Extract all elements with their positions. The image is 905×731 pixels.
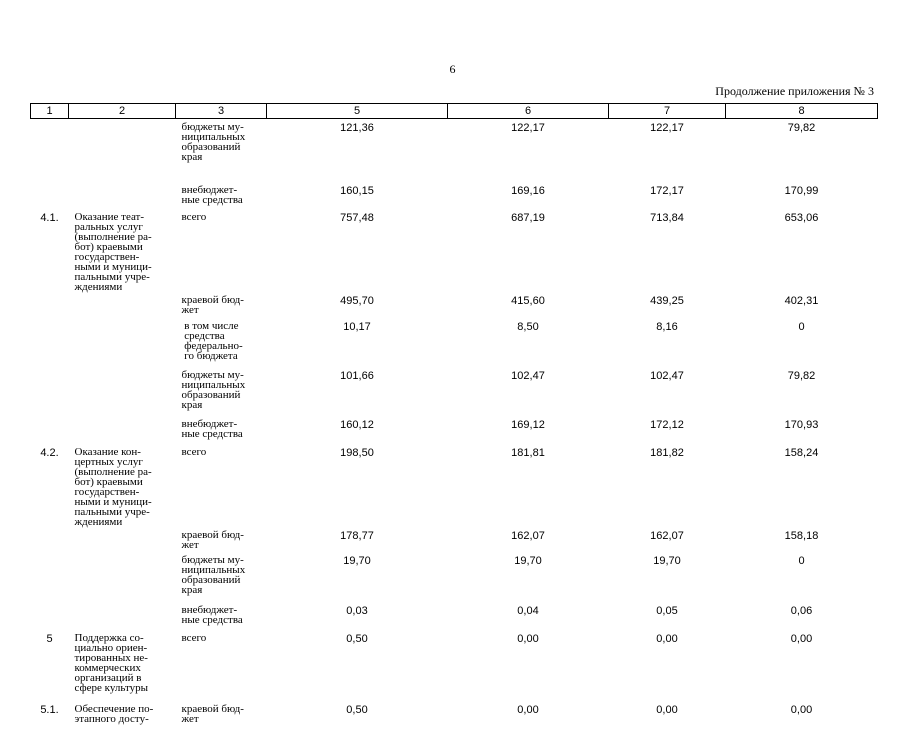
row-name-line: Оказание кон-	[74, 445, 141, 458]
row-funding-type	[176, 602, 267, 630]
row-index: 4.2.	[40, 446, 59, 459]
row-value-v8: 0,06	[790, 604, 813, 617]
row-index	[31, 367, 69, 416]
row-funding-type-line: бюджеты му-	[181, 553, 244, 566]
row-name-line: (выполнение ра-	[74, 230, 152, 243]
row-funding-type-line: ные средства	[181, 613, 243, 626]
row-value-v6: 8,50	[517, 320, 539, 333]
row-value-v7: 0,00	[656, 632, 678, 645]
row-value-v7: 439,25	[650, 294, 684, 307]
row-name-line: Обеспечение по-	[74, 702, 154, 715]
row-name	[69, 367, 176, 416]
table-row	[31, 701, 878, 731]
row-name-line: сфере культуры	[74, 681, 149, 694]
row-funding-type-line: бюджеты му-	[181, 368, 244, 381]
row-value-v6: 162,07	[511, 529, 545, 542]
table-row	[31, 292, 878, 318]
row-funding-type	[176, 119, 267, 182]
row-name	[69, 182, 176, 209]
row-value-v5: 10,17	[343, 320, 371, 333]
row-value-v6: 169,16	[511, 184, 545, 197]
row-funding-type-line: жет	[181, 712, 199, 725]
row-funding-type	[176, 367, 267, 416]
row-name-line: пальными учре-	[74, 505, 150, 518]
row-value-v8: 170,93	[784, 418, 819, 431]
row-value-v6: 0,00	[517, 632, 539, 645]
row-value-v5: 495,70	[340, 294, 374, 307]
row-funding-type-line: внебюджет-	[181, 603, 238, 616]
row-funding-type-line: всего	[181, 445, 207, 458]
row-index	[31, 527, 69, 552]
table-row	[31, 527, 878, 552]
row-value-v6: 19,70	[514, 554, 542, 567]
table-row	[31, 318, 878, 367]
row-name-line: организаций в	[74, 671, 142, 684]
row-value-v5: 101,66	[340, 369, 374, 382]
header-col-2: 2	[69, 104, 176, 119]
row-name-line: (выполнение ра-	[74, 465, 152, 478]
row-funding-type-line: всего	[181, 631, 207, 644]
row-value-v6: 169,12	[511, 418, 545, 431]
row-funding-type-line: краевой бюд-	[181, 293, 244, 306]
row-name-line: цертных услуг	[74, 455, 143, 468]
row-value-v5: 121,36	[340, 122, 374, 134]
row-funding-type-line: го бюджета	[181, 349, 238, 362]
row-funding-type-line: ниципальных	[181, 378, 246, 391]
row-name-line: ными и муници-	[74, 260, 152, 273]
continuation-note: Продолжение приложения № 3	[715, 84, 874, 98]
row-value-v7: 162,07	[650, 529, 684, 542]
row-value-v8: 158,18	[784, 529, 819, 542]
row-value-v8: 79,82	[787, 122, 816, 134]
table-row	[31, 630, 878, 701]
row-name-line: бот) краевыми	[74, 475, 143, 488]
row-value-v7: 0,05	[656, 604, 678, 617]
row-funding-type-line: внебюджет-	[181, 417, 238, 430]
table-row	[31, 416, 878, 444]
row-funding-type	[176, 444, 267, 527]
row-name-line: ными и муници-	[74, 495, 152, 508]
header-col-3: 3	[176, 104, 267, 119]
row-name	[69, 119, 176, 182]
row-funding-type	[176, 292, 267, 318]
row-value-v7: 102,47	[650, 369, 684, 382]
row-value-v7: 8,16	[656, 320, 678, 333]
table-row	[31, 209, 878, 292]
row-value-v7: 172,17	[650, 184, 684, 197]
row-name-line: государствен-	[74, 485, 140, 498]
row-value-v5: 0,50	[346, 703, 368, 716]
row-value-v5: 0,03	[346, 604, 368, 617]
row-funding-type-line: внебюджет-	[181, 183, 238, 196]
row-funding-type-line: образований	[181, 141, 241, 153]
row-value-v6: 0,04	[517, 604, 539, 617]
row-name-line: циально ориен-	[74, 641, 148, 654]
row-value-v6: 181,81	[511, 446, 545, 459]
row-value-v6: 0,00	[517, 703, 539, 716]
row-name	[69, 527, 176, 552]
row-funding-type	[176, 416, 267, 444]
row-funding-type-line: всего	[181, 210, 207, 223]
row-name	[69, 701, 176, 731]
row-funding-type-line: в том числе	[181, 319, 239, 332]
row-name	[69, 552, 176, 602]
row-funding-type-line: края	[181, 151, 203, 163]
row-name-line: ждениями	[74, 280, 123, 293]
row-name	[69, 602, 176, 630]
row-value-v8: 653,06	[784, 211, 819, 224]
row-funding-type-line: ные средства	[181, 427, 243, 440]
row-value-v7: 713,84	[650, 211, 684, 224]
row-index: 4.1.	[40, 211, 59, 224]
row-funding-type	[176, 527, 267, 552]
row-funding-type-line: жет	[181, 303, 199, 316]
row-funding-type-line: образований	[181, 573, 241, 586]
row-name	[69, 630, 176, 701]
row-value-v7: 181,82	[650, 446, 684, 459]
row-index	[31, 182, 69, 209]
row-value-v7: 122,17	[650, 122, 684, 134]
row-index	[31, 552, 69, 602]
row-index: 5.1.	[40, 703, 59, 716]
row-funding-type-line: краевой бюд-	[181, 702, 244, 715]
row-value-v8: 402,31	[784, 294, 819, 307]
table-row	[31, 367, 878, 416]
row-funding-type-line: ниципальных	[181, 563, 246, 576]
row-value-v5: 0,50	[346, 632, 368, 645]
row-name-line: бот) краевыми	[74, 240, 143, 253]
row-name	[69, 318, 176, 367]
row-name-line: Поддержка со-	[74, 631, 144, 644]
row-value-v7: 172,12	[650, 418, 684, 431]
row-funding-type-line: края	[181, 583, 203, 596]
row-name-line: коммерческих	[74, 661, 141, 674]
row-funding-type	[176, 701, 267, 731]
row-funding-type	[176, 209, 267, 292]
row-value-v8: 0,00	[790, 632, 813, 645]
row-funding-type-line: бюджеты му-	[181, 121, 244, 133]
row-value-v8: 0	[798, 320, 805, 333]
row-index	[31, 416, 69, 444]
header-col-6: 6	[448, 104, 609, 119]
row-funding-type	[176, 182, 267, 209]
row-value-v7: 0,00	[656, 703, 678, 716]
row-index	[31, 602, 69, 630]
row-value-v5: 160,12	[340, 418, 374, 431]
row-funding-type-line: края	[181, 398, 203, 411]
table-row	[31, 119, 878, 182]
row-name-line: тированных не-	[74, 651, 148, 664]
table-row	[31, 602, 878, 630]
row-index	[31, 292, 69, 318]
header-col-7: 7	[609, 104, 726, 119]
row-funding-type-line: жет	[181, 538, 199, 551]
row-value-v8: 0	[798, 554, 805, 567]
row-value-v5: 198,50	[340, 446, 374, 459]
row-funding-type-line: средства	[181, 329, 225, 342]
row-funding-type	[176, 552, 267, 602]
row-name	[69, 444, 176, 527]
row-name	[69, 209, 176, 292]
row-funding-type-line: ные средства	[181, 193, 243, 206]
row-value-v8: 170,99	[784, 184, 819, 197]
row-name	[69, 416, 176, 444]
row-name	[69, 292, 176, 318]
row-value-v5: 19,70	[343, 554, 371, 567]
row-funding-type	[176, 318, 267, 367]
row-funding-type-line: федерально-	[181, 339, 243, 352]
row-value-v5: 178,77	[340, 529, 374, 542]
row-name-line: пальными учре-	[74, 270, 150, 283]
row-name-line: государствен-	[74, 250, 140, 263]
row-value-v6: 687,19	[511, 211, 545, 224]
row-value-v6: 122,17	[511, 122, 545, 134]
header-col-8: 8	[726, 104, 878, 119]
header-col-5: 5	[267, 104, 448, 119]
budget-table	[30, 103, 878, 731]
row-index: 5	[46, 632, 53, 645]
page-number: 6	[449, 62, 456, 76]
row-name-line: Оказание теат-	[74, 210, 145, 223]
header-row	[31, 104, 878, 119]
row-value-v8: 158,24	[784, 446, 819, 459]
row-value-v8: 79,82	[787, 369, 816, 382]
table-row	[31, 444, 878, 527]
row-funding-type-line: краевой бюд-	[181, 528, 244, 541]
row-funding-type-line: образований	[181, 388, 241, 401]
row-value-v6: 415,60	[511, 294, 545, 307]
row-name-line: этапного досту-	[74, 712, 149, 725]
row-name-line: ральных услуг	[74, 220, 143, 233]
row-value-v5: 757,48	[340, 211, 374, 224]
row-value-v5: 160,15	[340, 184, 374, 197]
row-funding-type-line: ниципальных	[181, 131, 246, 143]
row-value-v8: 0,00	[790, 703, 813, 716]
header-col-1: 1	[31, 104, 69, 119]
row-value-v6: 102,47	[511, 369, 545, 382]
table-row	[31, 182, 878, 209]
row-name-line: ждениями	[74, 515, 123, 528]
table-row	[31, 552, 878, 602]
table-body	[31, 119, 878, 731]
row-index	[31, 119, 69, 182]
row-index	[31, 318, 69, 367]
row-funding-type	[176, 630, 267, 701]
row-value-v7: 19,70	[653, 554, 681, 567]
